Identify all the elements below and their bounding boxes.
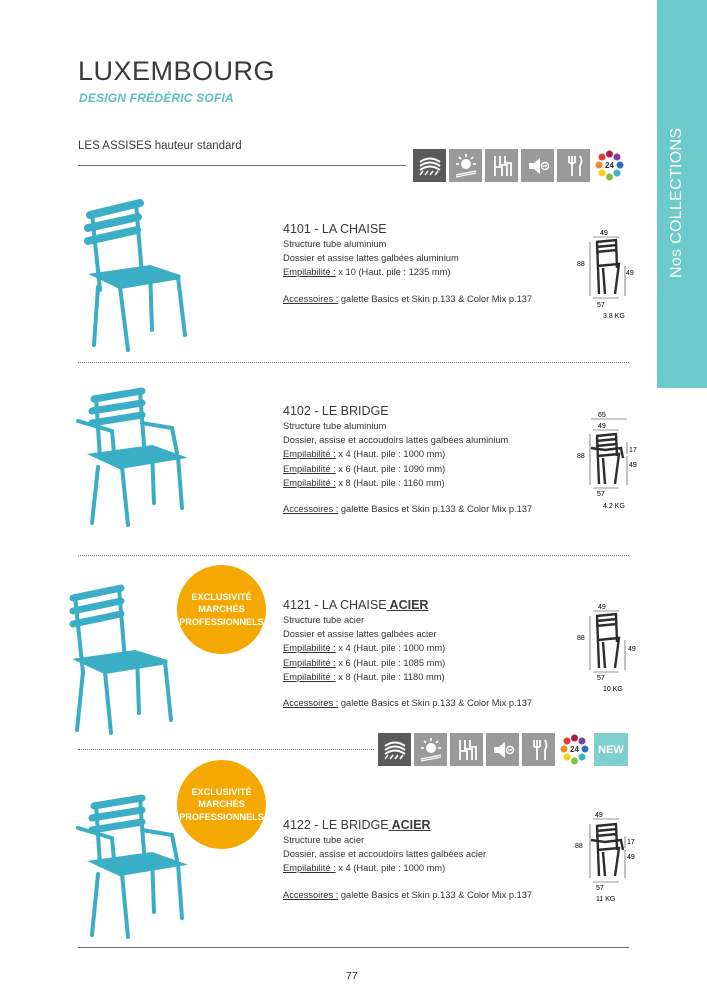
svg-text:88: 88 [575, 843, 583, 850]
product-desc-line: Dossier, assise et accoudoirs lattes galbées aluminium [283, 435, 509, 446]
sound-icon [521, 149, 554, 182]
svg-text:57: 57 [597, 675, 605, 682]
dimension-diagram-4122 [575, 810, 637, 905]
product-name: 4121 - LA CHAISE ACIER [283, 598, 429, 612]
product-4101 [283, 221, 603, 306]
accessories-line: Accessoires : galette Basics et Skin p.133 & Color Mix p.137 [283, 889, 533, 900]
new-badge: NEW [594, 733, 628, 766]
stackable-chair-icon [485, 149, 518, 182]
exclusivity-badge: EXCLUSIVITÉ MARCHÉS PROFESSIONNELS [177, 565, 266, 654]
product-name: 4101 - LA CHAISE [283, 222, 387, 236]
sound-icon [486, 733, 519, 766]
side-tab-label: Nos COLLECTIONS [668, 127, 685, 278]
stack-icon [378, 733, 411, 766]
designer-subtitle: DESIGN FRÉDÉRIC SOFIA [79, 91, 234, 105]
feature-icon-bar-top [413, 149, 626, 182]
svg-text:49: 49 [628, 646, 636, 653]
product-desc-line: Dossier et assise lattes galbées aluminium [283, 253, 459, 264]
page-title: LUXEMBOURG [78, 56, 276, 86]
feature-icon-bar-bottom [378, 733, 628, 766]
product-image-4121 [65, 578, 190, 738]
separator [78, 362, 629, 363]
product-4102 [283, 403, 603, 516]
svg-text:10 KG: 10 KG [603, 686, 623, 693]
dimension-diagram-4102 [575, 410, 640, 512]
stackable-chair-icon [450, 733, 483, 766]
svg-text:88: 88 [577, 635, 585, 642]
stackability-line: Empilabilité : x 10 (Haut. pile : 1235 mm) [283, 267, 451, 278]
dimension-diagram-4121 [575, 602, 635, 694]
separator [78, 555, 629, 556]
product-desc-line: Dossier, assise et accoudoirs lattes galbées acier [283, 849, 487, 860]
svg-text:65: 65 [598, 412, 606, 419]
svg-text:88: 88 [577, 261, 585, 268]
sun-icon [449, 149, 482, 182]
product-name: 4102 - LE BRIDGE [283, 404, 389, 418]
svg-text:11 KG: 11 KG [596, 896, 616, 903]
product-desc-line: Structure tube acier [283, 835, 365, 845]
svg-text:17: 17 [627, 839, 635, 846]
section-heading: LES ASSISES hauteur standard [78, 140, 242, 152]
dimension-diagram-4101 [575, 228, 635, 320]
svg-text:49: 49 [598, 604, 606, 611]
accessories-line: Accessoires : galette Basics et Skin p.133 & Color Mix p.137 [283, 698, 533, 709]
svg-text:3.8 KG: 3.8 KG [603, 313, 625, 320]
svg-text:24: 24 [570, 745, 579, 754]
cutlery-icon [522, 733, 555, 766]
side-tab[interactable] [657, 0, 707, 388]
stack-icon [413, 149, 446, 182]
stackability-line: Empilabilité : x 4 (Haut. pile : 1000 mm) [283, 643, 446, 654]
sun-icon [414, 733, 447, 766]
svg-text:57: 57 [597, 491, 605, 498]
stackability-line: Empilabilité : x 6 (Haut. pile : 1090 mm) [283, 463, 446, 474]
cutlery-icon [557, 149, 590, 182]
svg-text:49: 49 [600, 230, 608, 237]
svg-text:17: 17 [629, 447, 637, 454]
stackability-line: Empilabilité : x 4 (Haut. pile : 1000 mm) [283, 863, 446, 874]
svg-text:88: 88 [577, 453, 585, 460]
svg-text:24: 24 [605, 161, 614, 170]
footer-rule [78, 947, 629, 948]
separator [78, 749, 374, 750]
svg-text:49: 49 [598, 423, 606, 430]
svg-text:4.2 KG: 4.2 KG [603, 503, 625, 510]
colours-24-icon [558, 733, 591, 766]
accessories-line: Accessoires : galette Basics et Skin p.133 & Color Mix p.137 [283, 293, 533, 304]
stackability-line: Empilabilité : x 6 (Haut. pile : 1085 mm) [283, 657, 446, 668]
svg-text:49: 49 [629, 462, 637, 469]
stackability-line: Empilabilité : x 8 (Haut. pile : 1180 mm) [283, 671, 445, 682]
product-image-4101 [80, 195, 195, 355]
page-number: 77 [346, 970, 358, 982]
svg-text:57: 57 [597, 302, 605, 309]
product-4122 [283, 817, 603, 902]
stackability-line: Empilabilité : x 4 (Haut. pile : 1000 mm) [283, 449, 446, 460]
colours-24-icon [593, 149, 626, 182]
stackability-line: Empilabilité : x 8 (Haut. pile : 1160 mm) [283, 477, 445, 488]
exclusivity-badge: EXCLUSIVITÉ MARCHÉS PROFESSIONNELS [177, 760, 266, 849]
product-desc-line: Dossier et assise lattes galbées acier [283, 629, 437, 640]
product-desc-line: Structure tube aluminium [283, 239, 387, 249]
svg-text:57: 57 [596, 885, 604, 892]
product-4121 [283, 597, 603, 710]
product-image-4102 [72, 383, 202, 528]
svg-text:49: 49 [627, 854, 635, 861]
svg-text:49: 49 [626, 270, 634, 277]
product-desc-line: Structure tube acier [283, 615, 365, 625]
accessories-line: Accessoires : galette Basics et Skin p.133 & Color Mix p.137 [283, 504, 533, 515]
section-rule [78, 165, 406, 166]
product-name: 4122 - LE BRIDGE ACIER [283, 818, 431, 832]
svg-text:49: 49 [595, 812, 603, 819]
product-desc-line: Structure tube aluminium [283, 421, 387, 431]
